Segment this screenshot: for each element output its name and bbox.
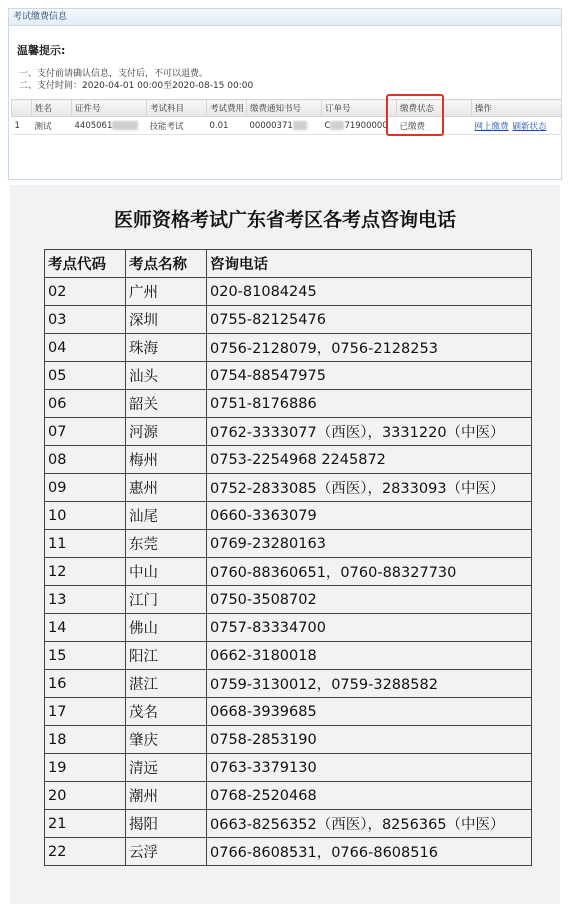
site-name: 惠州 [126,474,207,502]
masked-notice [293,121,307,130]
site-phone: 0662-3180018 [207,642,532,670]
table-row [45,614,532,642]
table-row [45,642,532,670]
site-name: 湛江 [126,670,207,698]
pay-online-link[interactable]: 网上缴费 [474,121,509,132]
site-code: 09 [45,474,126,502]
site-code: 21 [45,810,126,838]
cell-fee: 0.01 [207,117,247,135]
table-row [45,362,532,390]
table-row [45,698,532,726]
table-row[interactable] [12,117,562,135]
site-phone: 0754-88547975 [207,362,532,390]
site-phone: 0755-82125476 [207,306,532,334]
site-phone: 0668-3939685 [207,698,532,726]
site-name: 河源 [126,418,207,446]
cell-notice [247,117,322,135]
status-highlight-box [386,94,444,136]
site-name: 深圳 [126,306,207,334]
tips-heading: 温馨提示: [17,44,66,57]
site-phone: 0766-8608531，0766-8608516 [207,838,532,866]
column-header-order[interactable]: 订单号 [322,100,397,117]
table-row [45,754,532,782]
cell-id [72,117,147,135]
payment-table-header [12,100,562,117]
site-code: 03 [45,306,126,334]
site-code: 08 [45,446,126,474]
site-code: 17 [45,698,126,726]
column-header-id[interactable]: 证件号 [72,100,147,117]
site-phone: 0756-2128079，0756-2128253 [207,334,532,362]
column-header-actions[interactable]: 操作 [472,100,562,117]
column-header-notice[interactable]: 缴费通知书号 [247,100,322,117]
column-header-name[interactable]: 姓名 [32,100,72,117]
table-row [45,306,532,334]
table-row [45,446,532,474]
table-row [45,390,532,418]
site-name: 江门 [126,586,207,614]
site-phone: 0763-3379130 [207,754,532,782]
row-index: 1 [12,117,32,135]
header-phone: 咨询电话 [207,250,532,278]
site-code: 16 [45,670,126,698]
site-name: 云浮 [126,838,207,866]
site-code: 10 [45,502,126,530]
site-code: 05 [45,362,126,390]
table-row [45,558,532,586]
cell-actions [472,117,562,135]
site-phone: 0751-8176886 [207,390,532,418]
site-name: 清远 [126,754,207,782]
site-phone: 0660-3363079 [207,502,532,530]
column-header-subject[interactable]: 考试科目 [147,100,207,117]
site-name: 佛山 [126,614,207,642]
table-row [45,418,532,446]
site-name: 汕头 [126,362,207,390]
index-header [12,100,32,117]
site-code: 22 [45,838,126,866]
tip-line-1: 一、支付前请确认信息，支付后，不可以退费。 [19,69,209,79]
site-code: 15 [45,642,126,670]
table-row [45,726,532,754]
table-row [45,530,532,558]
site-phone: 0760-88360651，0760-88327730 [207,558,532,586]
site-phone: 0663-8256352（西医），8256365（中医） [207,810,532,838]
site-phone: 0753-2254968 2245872 [207,446,532,474]
refresh-status-link[interactable]: 刷新状态 [512,121,547,132]
tip-line-2: 二、支付时间：2020-04-01 00:00至2020-08-15 00:00 [19,81,254,91]
site-phone: 0769-23280163 [207,530,532,558]
site-code: 13 [45,586,126,614]
site-name: 珠海 [126,334,207,362]
site-code: 20 [45,782,126,810]
site-phone: 0759-3130012，0759-3288582 [207,670,532,698]
site-name: 中山 [126,558,207,586]
site-code: 14 [45,614,126,642]
site-code: 12 [45,558,126,586]
site-phone: 0750-3508702 [207,586,532,614]
cell-status: 已缴费 [397,117,472,135]
table-row [45,474,532,502]
directory-table [44,249,532,866]
table-row [45,782,532,810]
id-prefix: 4405061 [74,120,113,131]
site-phone: 0757-83334700 [207,614,532,642]
table-row [45,278,532,306]
payment-table [11,99,562,135]
masked-order [330,121,344,130]
site-phone: 0758-2853190 [207,726,532,754]
column-header-fee[interactable]: 考试费用 [207,100,247,117]
site-code: 18 [45,726,126,754]
site-phone: 020-81084245 [207,278,532,306]
table-row [45,670,532,698]
column-header-status[interactable]: 缴费状态 [397,100,472,117]
site-name: 揭阳 [126,810,207,838]
site-name: 肇庆 [126,726,207,754]
table-row [45,334,532,362]
site-code: 19 [45,754,126,782]
panel-title: 考试缴费信息 [9,9,561,26]
site-code: 02 [45,278,126,306]
header-site: 考点名称 [126,250,207,278]
table-row [45,586,532,614]
directory-header-row [45,250,532,278]
masked-id [112,121,138,130]
notice-prefix: 00000371 [249,120,293,131]
table-row [45,810,532,838]
directory-title: 医师资格考试广东省考区各考点咨询电话 [113,209,456,231]
site-name: 东莞 [126,530,207,558]
site-name: 梅州 [126,446,207,474]
site-name: 阳江 [126,642,207,670]
cell-name: 测试 [32,117,72,135]
site-name: 韶关 [126,390,207,418]
site-phone: 0768-2520468 [207,782,532,810]
site-phone: 0752-2833085（西医），2833093（中医） [207,474,532,502]
site-code: 04 [45,334,126,362]
table-row [45,838,532,866]
site-name: 潮州 [126,782,207,810]
table-row [45,502,532,530]
header-code: 考点代码 [45,250,126,278]
site-name: 茂名 [126,698,207,726]
site-name: 广州 [126,278,207,306]
site-code: 11 [45,530,126,558]
payment-info-panel [8,8,562,180]
directory-card [10,185,560,904]
site-name: 汕尾 [126,502,207,530]
site-code: 07 [45,418,126,446]
site-phone: 0762-3333077（西医），3331220（中医） [207,418,532,446]
directory-body [45,278,532,866]
cell-subject: 技能考试 [147,117,207,135]
order-prefix: C [324,120,331,131]
site-code: 06 [45,390,126,418]
order-suffix: 71900000 [344,120,388,131]
